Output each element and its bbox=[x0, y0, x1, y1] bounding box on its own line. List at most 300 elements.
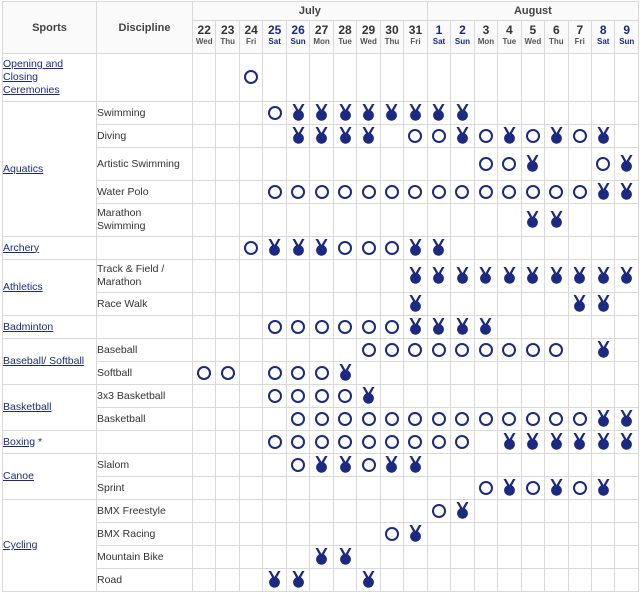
day-cell bbox=[357, 54, 380, 102]
weekday-label: Tue bbox=[338, 37, 352, 46]
day-header bbox=[216, 21, 239, 54]
medal-icon bbox=[526, 155, 539, 172]
day-cell bbox=[286, 546, 309, 569]
day-cell bbox=[545, 339, 568, 362]
day-cell bbox=[310, 293, 333, 316]
sport-link[interactable]: Boxing bbox=[3, 435, 36, 448]
medal-icon bbox=[550, 267, 563, 284]
medal-icon bbox=[432, 267, 445, 284]
day-cell bbox=[498, 125, 521, 148]
day-cell bbox=[521, 316, 544, 339]
day-cell bbox=[615, 385, 639, 408]
day-cell bbox=[239, 431, 262, 454]
medal-icon bbox=[479, 267, 492, 284]
day-cell bbox=[286, 500, 309, 523]
day-number: 30 bbox=[385, 23, 399, 37]
day-cell bbox=[216, 385, 239, 408]
day-cell bbox=[592, 181, 615, 204]
day-cell bbox=[545, 385, 568, 408]
day-cell bbox=[427, 477, 450, 500]
day-cell bbox=[568, 500, 591, 523]
day-cell bbox=[310, 454, 333, 477]
medal-icon bbox=[597, 295, 610, 312]
competition-icon bbox=[573, 481, 587, 495]
day-cell bbox=[216, 102, 239, 125]
day-cell bbox=[451, 454, 474, 477]
day-cell bbox=[286, 102, 309, 125]
competition-icon bbox=[455, 435, 469, 449]
competition-icon bbox=[502, 185, 516, 199]
day-cell bbox=[451, 54, 474, 102]
day-cell bbox=[380, 523, 403, 546]
medal-icon bbox=[573, 267, 586, 284]
day-cell bbox=[498, 148, 521, 181]
day-cell bbox=[615, 148, 639, 181]
day-cell bbox=[521, 125, 544, 148]
competition-icon bbox=[291, 389, 305, 403]
day-cell bbox=[568, 316, 591, 339]
day-cell bbox=[263, 362, 286, 385]
day-cell bbox=[216, 500, 239, 523]
day-number: 1 bbox=[435, 23, 443, 37]
medal-icon bbox=[292, 104, 305, 121]
medal-icon bbox=[456, 267, 469, 284]
day-cell bbox=[498, 454, 521, 477]
day-cell bbox=[521, 54, 544, 102]
schedule-row bbox=[3, 477, 639, 500]
day-cell bbox=[615, 204, 639, 237]
competition-icon bbox=[479, 157, 493, 171]
day-cell bbox=[404, 385, 428, 408]
day-cell bbox=[193, 237, 216, 260]
day-cell bbox=[592, 260, 615, 293]
day-cell bbox=[474, 431, 497, 454]
medal-icon bbox=[339, 364, 352, 381]
weekday-label: Sat bbox=[597, 37, 610, 46]
day-cell bbox=[310, 500, 333, 523]
competition-icon bbox=[315, 435, 329, 449]
day-cell bbox=[521, 431, 544, 454]
discipline-cell bbox=[97, 237, 193, 260]
day-cell bbox=[216, 454, 239, 477]
day-cell bbox=[333, 237, 356, 260]
medal-icon bbox=[268, 239, 281, 256]
day-cell bbox=[404, 431, 428, 454]
day-cell bbox=[451, 237, 474, 260]
day-cell bbox=[404, 500, 428, 523]
day-cell bbox=[310, 181, 333, 204]
day-cell bbox=[592, 546, 615, 569]
day-cell bbox=[333, 408, 356, 431]
day-cell bbox=[263, 204, 286, 237]
competition-icon bbox=[455, 343, 469, 357]
day-cell bbox=[216, 431, 239, 454]
day-cell bbox=[380, 125, 403, 148]
day-cell bbox=[592, 477, 615, 500]
day-cell bbox=[239, 204, 262, 237]
sport-link[interactable]: Athletics bbox=[3, 281, 43, 293]
day-cell bbox=[521, 569, 544, 592]
discipline-column-header: Discipline bbox=[97, 2, 193, 54]
discipline-cell: Mountain Bike bbox=[97, 546, 193, 569]
day-cell bbox=[545, 477, 568, 500]
medal-icon bbox=[456, 127, 469, 144]
day-cell bbox=[380, 408, 403, 431]
day-cell bbox=[521, 339, 544, 362]
day-cell bbox=[333, 569, 356, 592]
day-cell bbox=[310, 546, 333, 569]
day-cell bbox=[498, 385, 521, 408]
day-cell bbox=[427, 54, 450, 102]
day-cell bbox=[239, 362, 262, 385]
weekday-label: Sat bbox=[268, 37, 281, 46]
day-cell bbox=[380, 148, 403, 181]
day-cell bbox=[357, 260, 380, 293]
day-cell bbox=[193, 181, 216, 204]
medal-icon bbox=[573, 433, 586, 450]
day-cell bbox=[498, 181, 521, 204]
competition-icon bbox=[291, 412, 305, 426]
day-cell bbox=[427, 362, 450, 385]
day-number: 26 bbox=[291, 23, 305, 37]
day-cell bbox=[263, 293, 286, 316]
day-header bbox=[615, 21, 639, 54]
day-cell bbox=[239, 477, 262, 500]
medal-icon bbox=[409, 239, 422, 256]
competition-icon bbox=[573, 185, 587, 199]
day-cell bbox=[615, 125, 639, 148]
day-cell bbox=[263, 431, 286, 454]
day-cell bbox=[216, 54, 239, 102]
day-cell bbox=[427, 260, 450, 293]
day-cell bbox=[239, 316, 262, 339]
day-cell bbox=[310, 102, 333, 125]
day-cell bbox=[357, 477, 380, 500]
day-cell bbox=[263, 523, 286, 546]
day-cell bbox=[568, 204, 591, 237]
day-cell bbox=[357, 569, 380, 592]
day-cell bbox=[474, 148, 497, 181]
sport-link[interactable]: Canoe bbox=[3, 470, 34, 482]
day-cell bbox=[310, 339, 333, 362]
day-cell bbox=[239, 148, 262, 181]
day-cell bbox=[310, 54, 333, 102]
weekday-label: Sun bbox=[290, 37, 306, 46]
sport-link[interactable]: Basketball bbox=[3, 401, 52, 413]
day-cell bbox=[592, 569, 615, 592]
month-header-row bbox=[3, 2, 639, 21]
medal-icon bbox=[339, 548, 352, 565]
schedule-row bbox=[3, 454, 639, 477]
day-cell bbox=[451, 181, 474, 204]
day-number: 31 bbox=[408, 23, 423, 37]
day-cell bbox=[568, 125, 591, 148]
competition-icon bbox=[526, 481, 540, 495]
competition-icon bbox=[432, 435, 446, 449]
discipline-cell: 3x3 Basketball bbox=[97, 385, 193, 408]
competition-icon bbox=[408, 412, 422, 426]
medal-icon bbox=[315, 239, 328, 256]
day-cell bbox=[545, 293, 568, 316]
sport-link[interactable]: Opening and Closing Ceremonies bbox=[3, 58, 64, 96]
day-header bbox=[545, 21, 568, 54]
medal-icon bbox=[503, 127, 516, 144]
day-cell bbox=[498, 408, 521, 431]
medal-icon bbox=[597, 127, 610, 144]
day-cell bbox=[427, 408, 450, 431]
day-cell bbox=[216, 260, 239, 293]
day-cell bbox=[451, 408, 474, 431]
medal-icon bbox=[503, 267, 516, 284]
day-cell bbox=[474, 408, 497, 431]
day-cell bbox=[521, 237, 544, 260]
day-cell bbox=[263, 408, 286, 431]
day-number: 28 bbox=[338, 23, 352, 37]
competition-icon bbox=[338, 185, 352, 199]
medal-icon bbox=[315, 548, 328, 565]
day-cell bbox=[615, 477, 639, 500]
day-cell bbox=[380, 237, 403, 260]
sport-link[interactable]: Badminton bbox=[3, 320, 54, 333]
competition-icon bbox=[479, 129, 493, 143]
day-header bbox=[592, 21, 615, 54]
day-cell bbox=[474, 362, 497, 385]
day-cell bbox=[286, 339, 309, 362]
day-cell bbox=[239, 500, 262, 523]
medal-icon bbox=[362, 127, 375, 144]
sport-cell bbox=[3, 237, 97, 260]
day-cell bbox=[545, 54, 568, 102]
day-cell bbox=[615, 408, 639, 431]
day-cell bbox=[357, 500, 380, 523]
medal-icon bbox=[292, 127, 305, 144]
competition-icon bbox=[268, 435, 282, 449]
competition-icon bbox=[362, 320, 376, 334]
sport-cell bbox=[3, 339, 97, 385]
schedule-row bbox=[3, 431, 639, 454]
competition-icon bbox=[408, 185, 422, 199]
day-cell bbox=[404, 204, 428, 237]
day-cell bbox=[404, 102, 428, 125]
day-cell bbox=[451, 339, 474, 362]
day-cell bbox=[404, 477, 428, 500]
day-cell bbox=[568, 385, 591, 408]
competition-icon bbox=[573, 412, 587, 426]
day-cell bbox=[263, 237, 286, 260]
schedule-row bbox=[3, 339, 639, 362]
schedule-row bbox=[3, 408, 639, 431]
day-cell bbox=[592, 293, 615, 316]
medal-icon bbox=[550, 211, 563, 228]
day-header bbox=[568, 21, 591, 54]
competition-icon bbox=[408, 435, 422, 449]
competition-icon bbox=[315, 320, 329, 334]
day-cell bbox=[263, 54, 286, 102]
day-cell bbox=[521, 523, 544, 546]
day-cell bbox=[216, 148, 239, 181]
day-cell bbox=[333, 316, 356, 339]
day-cell bbox=[615, 293, 639, 316]
discipline-cell: Swimming bbox=[97, 102, 193, 125]
sport-link[interactable]: Archery bbox=[3, 241, 40, 254]
day-cell bbox=[380, 569, 403, 592]
day-cell bbox=[615, 454, 639, 477]
discipline-cell: BMX Freestyle bbox=[97, 500, 193, 523]
day-cell bbox=[333, 385, 356, 408]
day-cell bbox=[310, 316, 333, 339]
competition-icon bbox=[338, 435, 352, 449]
medal-icon bbox=[409, 456, 422, 473]
day-cell bbox=[193, 148, 216, 181]
sport-link[interactable]: Baseball/ Softball bbox=[3, 355, 85, 367]
day-cell bbox=[216, 339, 239, 362]
day-cell bbox=[333, 125, 356, 148]
day-cell bbox=[498, 431, 521, 454]
day-cell bbox=[239, 523, 262, 546]
day-cell bbox=[193, 316, 216, 339]
day-cell bbox=[451, 500, 474, 523]
day-cell bbox=[333, 260, 356, 293]
day-cell bbox=[216, 362, 239, 385]
discipline-cell: Slalom bbox=[97, 454, 193, 477]
day-header bbox=[427, 21, 450, 54]
competition-icon bbox=[432, 343, 446, 357]
weekday-label: Thu bbox=[220, 37, 236, 46]
day-cell bbox=[545, 181, 568, 204]
day-cell bbox=[427, 204, 450, 237]
day-cell bbox=[380, 454, 403, 477]
day-header bbox=[286, 21, 309, 54]
day-cell bbox=[404, 260, 428, 293]
day-cell bbox=[521, 546, 544, 569]
month-header-august: August bbox=[427, 2, 638, 21]
medal-icon bbox=[409, 525, 422, 542]
day-cell bbox=[239, 339, 262, 362]
medal-icon bbox=[409, 104, 422, 121]
day-cell bbox=[451, 293, 474, 316]
day-cell bbox=[592, 125, 615, 148]
schedule-row bbox=[3, 54, 639, 102]
medal-icon bbox=[456, 318, 469, 335]
day-cell bbox=[568, 546, 591, 569]
day-cell bbox=[380, 339, 403, 362]
day-cell bbox=[310, 477, 333, 500]
medal-icon bbox=[432, 318, 445, 335]
day-cell bbox=[498, 546, 521, 569]
day-cell bbox=[427, 316, 450, 339]
day-cell bbox=[286, 569, 309, 592]
day-cell bbox=[216, 408, 239, 431]
discipline-cell: Baseball bbox=[97, 339, 193, 362]
day-cell bbox=[239, 125, 262, 148]
day-cell bbox=[451, 523, 474, 546]
day-cell bbox=[239, 385, 262, 408]
day-cell bbox=[545, 260, 568, 293]
day-cell bbox=[592, 408, 615, 431]
day-cell bbox=[380, 385, 403, 408]
day-cell bbox=[310, 569, 333, 592]
day-cell bbox=[193, 385, 216, 408]
day-cell bbox=[404, 408, 428, 431]
day-cell bbox=[592, 362, 615, 385]
competition-icon bbox=[291, 366, 305, 380]
weekday-label: Fri bbox=[246, 37, 257, 46]
schedule-row bbox=[3, 125, 639, 148]
day-cell bbox=[404, 148, 428, 181]
day-cell bbox=[568, 237, 591, 260]
day-cell bbox=[615, 362, 639, 385]
competition-icon bbox=[338, 320, 352, 334]
day-cell bbox=[239, 181, 262, 204]
weekday-label: Thu bbox=[548, 37, 564, 46]
day-cell bbox=[545, 237, 568, 260]
competition-icon bbox=[549, 412, 563, 426]
day-cell bbox=[427, 431, 450, 454]
day-cell bbox=[286, 181, 309, 204]
day-number: 25 bbox=[267, 23, 282, 37]
competition-icon bbox=[338, 241, 352, 255]
medal-icon bbox=[432, 239, 445, 256]
day-cell bbox=[451, 362, 474, 385]
sports-column-header: Sports bbox=[3, 2, 97, 54]
day-cell bbox=[474, 454, 497, 477]
schedule-row bbox=[3, 500, 639, 523]
day-cell bbox=[592, 148, 615, 181]
day-cell bbox=[474, 500, 497, 523]
day-cell bbox=[592, 431, 615, 454]
day-cell bbox=[216, 316, 239, 339]
day-cell bbox=[592, 204, 615, 237]
day-cell bbox=[592, 102, 615, 125]
day-cell bbox=[592, 54, 615, 102]
weekday-label: Mon bbox=[313, 37, 330, 46]
day-cell bbox=[380, 546, 403, 569]
day-cell bbox=[498, 500, 521, 523]
medal-icon bbox=[292, 571, 305, 588]
competition-icon bbox=[268, 389, 282, 403]
competition-icon bbox=[455, 185, 469, 199]
day-cell bbox=[592, 237, 615, 260]
day-cell bbox=[357, 181, 380, 204]
day-cell bbox=[615, 546, 639, 569]
day-cell bbox=[286, 237, 309, 260]
day-cell bbox=[380, 102, 403, 125]
day-cell bbox=[263, 339, 286, 362]
day-cell bbox=[333, 546, 356, 569]
day-header bbox=[310, 21, 333, 54]
schedule-row bbox=[3, 181, 639, 204]
day-header bbox=[239, 21, 262, 54]
medal-icon bbox=[362, 104, 375, 121]
day-cell bbox=[521, 181, 544, 204]
discipline-cell: Marathon Swimming bbox=[97, 204, 193, 237]
day-number: 7 bbox=[576, 23, 584, 37]
day-cell bbox=[310, 362, 333, 385]
day-cell bbox=[427, 569, 450, 592]
day-cell bbox=[568, 181, 591, 204]
day-cell bbox=[380, 362, 403, 385]
medal-icon bbox=[479, 318, 492, 335]
sport-link[interactable]: Aquatics bbox=[3, 162, 44, 175]
day-cell bbox=[333, 500, 356, 523]
competition-icon bbox=[315, 412, 329, 426]
sport-link[interactable]: Cycling bbox=[3, 539, 38, 551]
day-cell bbox=[498, 237, 521, 260]
day-cell bbox=[357, 316, 380, 339]
day-cell bbox=[216, 125, 239, 148]
day-cell bbox=[263, 385, 286, 408]
day-cell bbox=[568, 454, 591, 477]
